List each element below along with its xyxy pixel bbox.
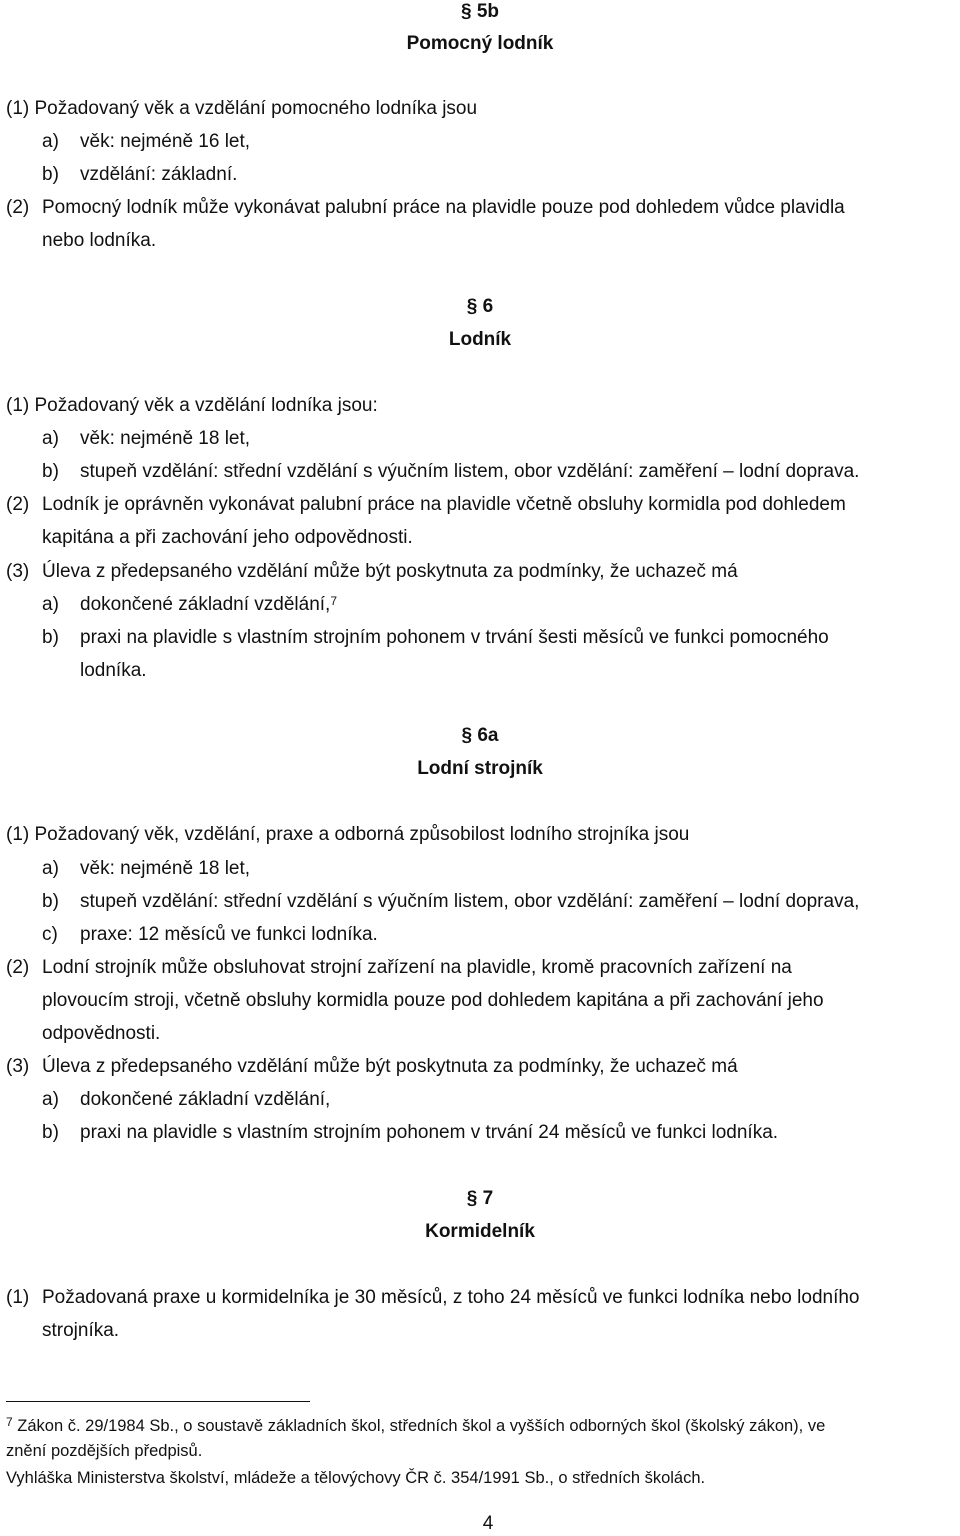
footnote-separator: [6, 1401, 310, 1402]
paragraph-text: Úleva z předepsaného vzdělání může být poskytnuta za podmínky, že uchazeč má: [42, 561, 738, 582]
item-text: stupeň vzdělání: střední vzdělání s výučním listem, obor vzdělání: zaměření – lodní doprava,: [80, 891, 860, 912]
footnote-reference: 7: [330, 594, 338, 608]
footnote-7-cont: znění pozdějších předpisů.: [6, 1442, 203, 1460]
paragraph-text: Lodní strojník může obsluhovat strojní zařízení na plavidle, kromě pracovních zařízení na: [42, 957, 792, 978]
item-text: věk: nejméně 18 let,: [80, 428, 251, 449]
item-label: b): [42, 461, 59, 482]
item-label: a): [42, 428, 59, 449]
paragraph-text: Pomocný lodník může vykonávat palubní práce na plavidle pouze pod dohledem vůdce plavidla: [42, 197, 845, 218]
paragraph-number: (2): [6, 197, 30, 218]
s5b-paragraph-1: (1) Požadovaný věk a vzdělání pomocného lodníka jsou: [6, 98, 478, 119]
paragraph-number: (2): [6, 494, 30, 515]
paragraph-number: (2): [6, 957, 30, 978]
paragraph-text: strojníka.: [42, 1320, 120, 1341]
paragraph-text: Úleva z předepsaného vzdělání může být poskytnuta za podmínky, že uchazeč má: [42, 1056, 738, 1077]
section-7-mark: § 7: [466, 1188, 494, 1209]
item-label: a): [42, 858, 59, 879]
section-7-title: Kormidelník: [425, 1221, 535, 1242]
footnote-text: Zákon č. 29/1984 Sb., o soustavě základních škol, středních škol a vyšších odborných škol (školský zákon), ve: [17, 1417, 826, 1435]
paragraph-text: odpovědnosti.: [42, 1023, 161, 1044]
item-label: b): [42, 891, 59, 912]
page-number: 4: [482, 1513, 494, 1534]
item-text: stupeň vzdělání: střední vzdělání s výučním listem, obor vzdělání: zaměření – lodní doprava.: [80, 461, 860, 482]
section-5b-title: Pomocný lodník: [406, 33, 554, 54]
paragraph-number: (3): [6, 561, 30, 582]
paragraph-number: (3): [6, 1056, 30, 1077]
item-text: vzdělání: základní.: [80, 164, 238, 185]
section-6-mark: § 6: [466, 296, 494, 317]
item-text: lodníka.: [80, 660, 147, 681]
paragraph-text: nebo lodníka.: [42, 230, 157, 251]
section-5b-mark: § 5b: [460, 1, 500, 22]
section-6-title: Lodník: [448, 329, 512, 350]
paragraph-text: Lodník je oprávněn vykonávat palubní práce na plavidle včetně obsluhy kormidla pod dohledem: [42, 494, 846, 515]
paragraph-number: (1): [6, 1287, 30, 1308]
item-text: dokončené základní vzdělání,: [80, 1089, 331, 1110]
item-label: b): [42, 1122, 59, 1143]
footnote-7-cont: Vyhláška Ministerstva školství, mládeže a tělovýchovy ČR č. 354/1991 Sb., o středních školách.: [6, 1469, 706, 1487]
item-text: [80, 593, 337, 617]
item-text: praxi na plavidle s vlastním strojním pohonem v trvání šesti měsíců ve funkci pomocného: [80, 627, 829, 648]
section-6a-title: Lodní strojník: [417, 758, 543, 779]
s6-paragraph-1: (1) Požadovaný věk a vzdělání lodníka jsou:: [6, 395, 378, 416]
paragraph-text: plovoucím stroji, včetně obsluhy kormidla pouze pod dohledem kapitána a při zachování jeho: [42, 990, 824, 1011]
item-label: b): [42, 627, 59, 648]
item-text: praxe: 12 měsíců ve funkci lodníka.: [80, 924, 378, 945]
paragraph-text: kapitána a při zachování jeho odpovědnosti.: [42, 527, 413, 548]
paragraph-text: Požadovaná praxe u kormidelníka je 30 měsíců, z toho 24 měsíců ve funkci lodníka nebo lodního: [42, 1287, 860, 1308]
item-label: b): [42, 164, 59, 185]
section-6a-mark: § 6a: [461, 725, 499, 746]
item-text: věk: nejméně 18 let,: [80, 858, 251, 879]
s6a-paragraph-1: (1) Požadovaný věk, vzdělání, praxe a odborná způsobilost lodního strojníka jsou: [6, 824, 690, 845]
footnote-7: [6, 1415, 825, 1437]
item-label: a): [42, 131, 59, 152]
item-text: věk: nejméně 16 let,: [80, 131, 251, 152]
item-text-body: dokončené základní vzdělání,: [80, 594, 331, 615]
item-text: praxi na plavidle s vlastním strojním pohonem v trvání 24 měsíců ve funkci lodníka.: [80, 1122, 779, 1143]
footnote-mark: 7: [6, 1415, 13, 1429]
item-label: a): [42, 594, 59, 615]
item-label: c): [42, 924, 58, 945]
item-label: a): [42, 1089, 59, 1110]
